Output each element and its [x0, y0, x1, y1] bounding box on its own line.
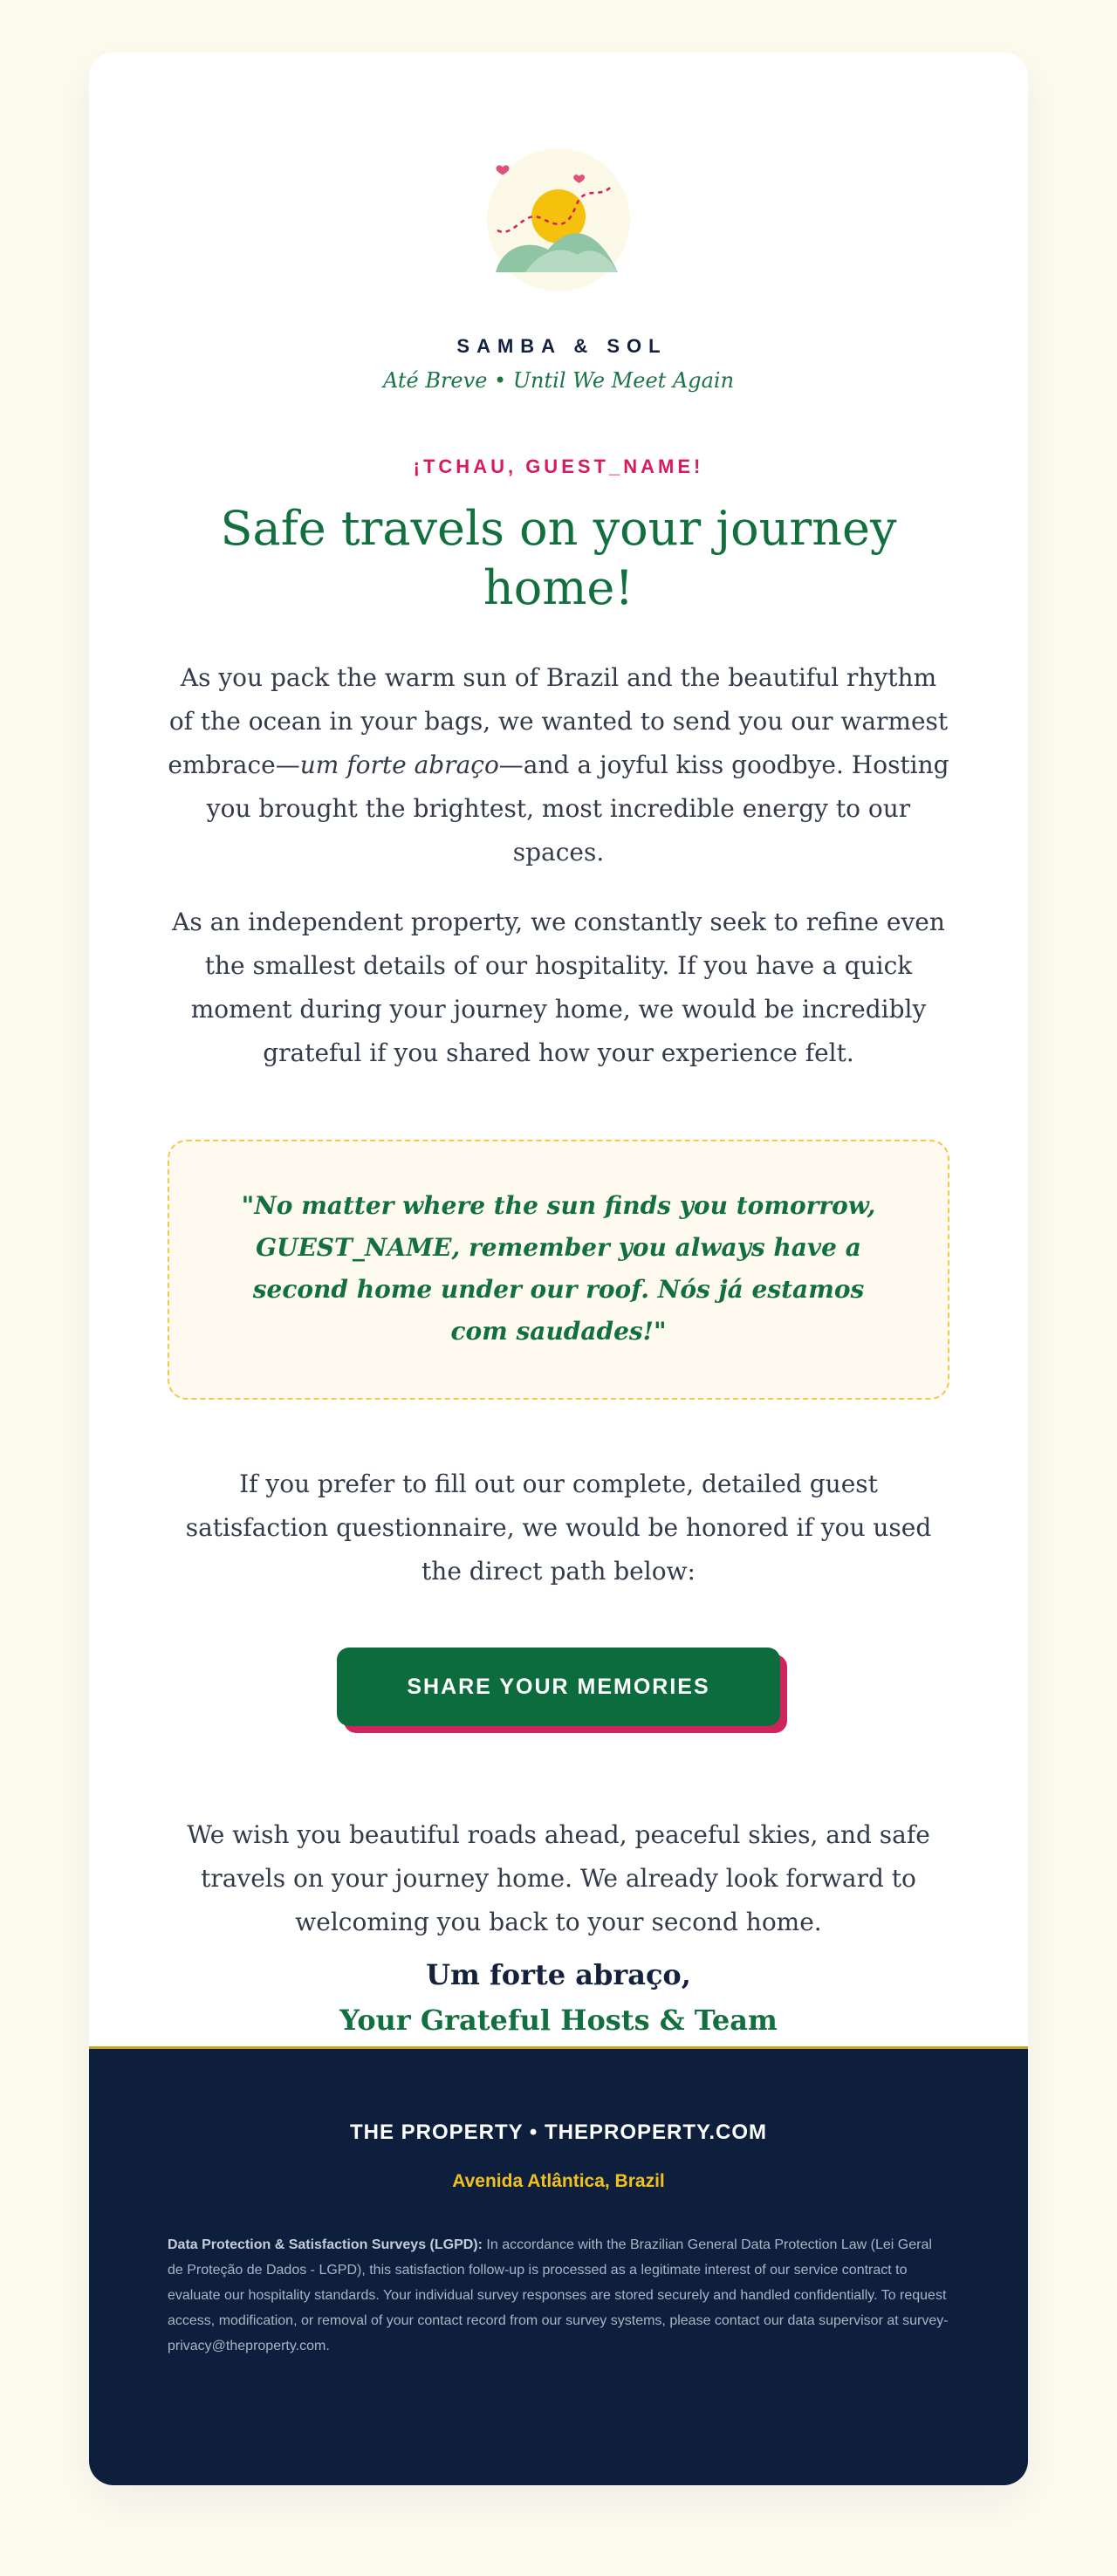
intro-text-end: —and a joyful kiss goodbye. Hosting you brought the brightest, most incredible energy to our spaces.	[206, 750, 949, 867]
quote-box	[168, 1140, 949, 1400]
signoff: Um forte abraço,	[426, 1958, 691, 1991]
brand-tagline: Até Breve • Until We Meet Again	[382, 368, 735, 393]
questionnaire-paragraph: If you prefer to fill out our complete, detailed guest satisfaction questionnaire, we would be honored if you used the direct path below:	[185, 1470, 932, 1586]
team-signature: Your Grateful Hosts & Team	[339, 2004, 778, 2037]
closing-paragraph: We wish you beautiful roads ahead, peaceful skies, and safe travels on your journey home. We already look forward to welcoming you back to your second home.	[187, 1820, 930, 1936]
intro-paragraph	[168, 656, 949, 874]
headline: Safe travels on your journey home!	[220, 501, 897, 615]
share-memories-button[interactable]: SHARE YOUR MEMORIES	[337, 1648, 780, 1726]
footer	[89, 2046, 1028, 2485]
footer-address: Avenida Atlântica, Brazil	[452, 2171, 665, 2191]
intro-text-start: As you pack the warm sun of Brazil and the beautiful rhythm of the ocean in your bags, we wanted to send you our warmest embrace—	[168, 663, 949, 779]
greeting: ¡TCHAU, GUEST_NAME!	[413, 456, 704, 477]
legal-body: In accordance with the Brazilian General Data Protection Law (Lei Geral de Proteção de Dados - LGPD), this satisfaction follow-up is processed as a legitimate interest of our service contract to evaluate our hospitality standards. Your individual survey responses are stored securely and handled confidentially. To request access, modification, or removal of your contact record from our survey systems, please contact our data supervisor at survey-privacy@theproperty.com.	[168, 2237, 949, 2353]
intro-emphasis: um forte abraço	[299, 750, 499, 779]
footer-title: THE PROPERTY • THEPROPERTY.COM	[349, 2120, 768, 2144]
cta-wrapper	[168, 1648, 949, 1726]
legal-notice	[168, 2232, 949, 2359]
sunset-hills-hearts-icon	[487, 148, 630, 291]
quote-text: "No matter where the sun finds you tomorrow, GUEST_NAME, remember you always have a second home under our roof. Nós já estamos com saudades!"	[241, 1191, 876, 1346]
brand-name: SAMBA & SOL	[456, 335, 668, 357]
email-body	[89, 148, 1028, 2037]
feedback-paragraph: As an independent property, we constantly seek to refine even the smallest details of our hospitality. If you have a quick moment during your journey home, we would be incredibly grateful if you shared how your experience felt.	[172, 908, 945, 1067]
legal-heading: Data Protection & Satisfaction Surveys (LGPD):	[168, 2237, 483, 2252]
logo-illustration	[487, 148, 630, 291]
email-card	[89, 52, 1028, 2485]
